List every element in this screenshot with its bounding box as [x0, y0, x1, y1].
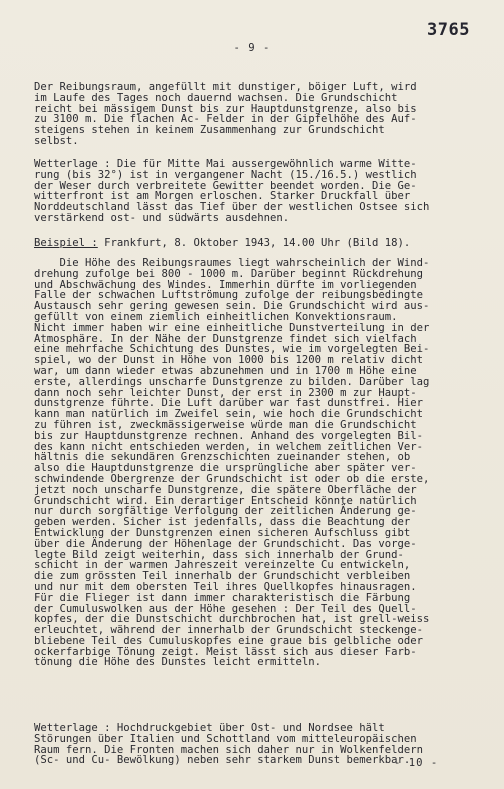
page-number-top: - 9 - [233, 42, 271, 54]
text-line: Entwicklung der Dunstgrenzen einen sicheren Aufschluss gibt [34, 526, 411, 539]
text-line: die zum grössten Teil innerhalb der Grundschicht verbleiben [34, 570, 411, 583]
text-line: ockerfarbige Tönung zeigt. Meist lässt sich aus dieser Farb- [34, 645, 417, 658]
text-line: eine mehrfache Schichtung des Dunstes, wie im vorgelegten Bei- [34, 343, 430, 356]
text-line: Austausch sehr gering gewesen sein. Die Grundschicht wird aus- [34, 300, 430, 313]
text-line: Raum fern. Die Fronten machen sich daher nur in Wolkenfeldern [34, 743, 424, 756]
page-number-bottom: - 10 - [394, 757, 439, 769]
text-line: witterfront ist am Morgen erloschen. Starker Druckfall über [34, 190, 411, 203]
text-line: Falle der schwachen Luftströmung zufolge der reibungsbedingte [34, 289, 424, 302]
text-line: erleuchtet, während der innerhalb der Grundschicht steckenge- [34, 624, 424, 637]
text-line: Störungen über Italien und Schottland vom mitteleuropäischen [34, 732, 417, 745]
example-heading [34, 238, 470, 249]
text-line: der Cumuluswolken aus der Höhe gesehen : Der Teil des Quell- [34, 602, 417, 615]
text-line: tönung die Höhe des Dunstes leicht ermitteln. [34, 656, 322, 669]
text-line: und Abschwächung des Windes. Immerhin dürfte im vorliegenden [34, 278, 417, 291]
text-line: war, um dann wieder etwas abzunehmen und in 1700 m Höhe eine [34, 364, 417, 377]
text-line: selbst. [34, 134, 79, 147]
text-line: gefüllt von einem ziemlich einheitlichen Konvektionsraum. [34, 310, 398, 323]
text-line: Wetterlage : Die für Mitte Mai aussergewöhnlich warme Witte- [34, 158, 417, 170]
paragraph-example-body [34, 258, 470, 668]
text-line: im Laufe des Tages noch dauernd wachsen. Die Grundschicht [34, 91, 398, 104]
text-line: dunstgrenze führte. Die Luft darüber war fast dunstfrei. Hier [34, 397, 424, 410]
example-label: Beispiel : [34, 237, 98, 249]
text-line: erste, allerdings unscharfe Dunstgrenze zu bilden. Darüber lag [34, 375, 430, 388]
text-line: spiel, wo der Dunst in Höhe von 1000 bis 1200 m relativ dicht [34, 354, 424, 367]
text-line: rung (bis 32°) ist in vergangener Nacht (15./16.5.) westlich [34, 168, 417, 181]
text-line: schicht in der warmen Jahreszeit vereinzelte Cu entwickeln, [34, 559, 411, 572]
text-line: dann noch sehr leichter Dunst, der erst in 2300 m zur Haupt- [34, 386, 417, 399]
text-line: über die Änderung der Höhenlage der Grundschicht. Das vorge- [34, 537, 417, 550]
text-line: jetzt noch unscharfe Dunstgrenze, die spätere Oberfläche der [34, 483, 417, 496]
text-line: Grundschicht wird. Ein derartiger Entscheid könnte natürlich [34, 494, 417, 507]
text-line: kopfes, der die Dunstschicht durchbrochen hat, ist grell-weiss [34, 613, 430, 626]
text-line: des kann nicht entschieden werden, in welchem zeitlichen Ver- [34, 440, 424, 453]
example-heading-line [34, 238, 470, 249]
text-line: Der Reibungsraum, angefüllt mit dunstiger, böiger Luft, wird [34, 81, 417, 93]
paragraph-wetterlage-1 [34, 159, 470, 224]
paragraph-reibungsraum [34, 82, 470, 147]
text-line: schwindende Obergrenze der Grundschicht ist oder ob die erste, [34, 472, 430, 485]
text-line: Nicht immer haben wir eine einheitliche Dunstverteilung in der [34, 321, 430, 334]
text-line: steigens stehen in keinem Zusammenhang zur Grundschicht [34, 124, 385, 137]
text-line: und nur mit dem obersten Teil ihres Quellkopfes hinausragen. [34, 580, 417, 593]
text-line: (Sc- und Cu- Bewölkung) neben sehr starkem Dunst bemerkbar. [34, 754, 411, 767]
text-line: bliebene Teil des Cumuluskopfes eine graue bis gelbliche oder [34, 634, 424, 647]
text-line: reicht bei mässigem Dunst bis zur Hauptdunstgrenze, also bis [34, 102, 417, 115]
text-line: drehung zufolge bei 800 - 1000 m. Darüber beginnt Rückdrehung [34, 267, 424, 280]
text-line: geben werden. Sicher ist jedenfalls, dass die Beachtung der [34, 516, 411, 529]
text-line: zu führen ist, zweckmässigerweise würde man die Grundschicht [34, 418, 417, 431]
text-line: Für die Flieger ist dann immer charakteristisch die Färbung [34, 591, 411, 604]
text-line: kann man natürlich im Zweifel sein, wie hoch die Grundschicht [34, 408, 424, 421]
text-line: also die Hauptdunstgrenze die ursprüngliche aber später ver- [34, 462, 417, 475]
text-line: Norddeutschland lässt das Tief über der westlichen Ostsee sich [34, 201, 430, 214]
text-line: der Weser durch verbreitete Gewitter beendet worden. Die Ge- [34, 179, 417, 192]
text-line: hältnis die sekundären Grenzschichten zueinander stehen, ob [34, 451, 411, 464]
text-line: zu 3100 m. Die flachen Ac- Felder in der Gipfelhöhe des Auf- [34, 113, 417, 126]
example-title: Frankfurt, 8. Oktober 1943, 14.00 Uhr (Bild 18). [97, 237, 411, 249]
text-line: bis zur Hauptdunstgrenze rechnen. Anhand des vorgelegten Bil- [34, 429, 424, 442]
text-line: nur durch sorgfältige Verfolgung der zeitlichen Änderung ge- [34, 505, 417, 518]
text-line: Atmosphäre. In der Nähe der Dunstgrenze findet sich vielfach [34, 332, 417, 345]
text-line: Die Höhe des Reibungsraumes liegt wahrscheinlich der Wind- [34, 257, 430, 269]
text-line: Wetterlage : Hochdruckgebiet über Ost- und Nordsee hält [34, 722, 385, 734]
text-line: legte Bild zeigt weiterhin, dass sich innerhalb der Grund- [34, 548, 404, 561]
text-line: verstärkend ost- und südwärts ausdehnen. [34, 211, 290, 224]
archive-stamp-number: 3765 [427, 20, 470, 40]
